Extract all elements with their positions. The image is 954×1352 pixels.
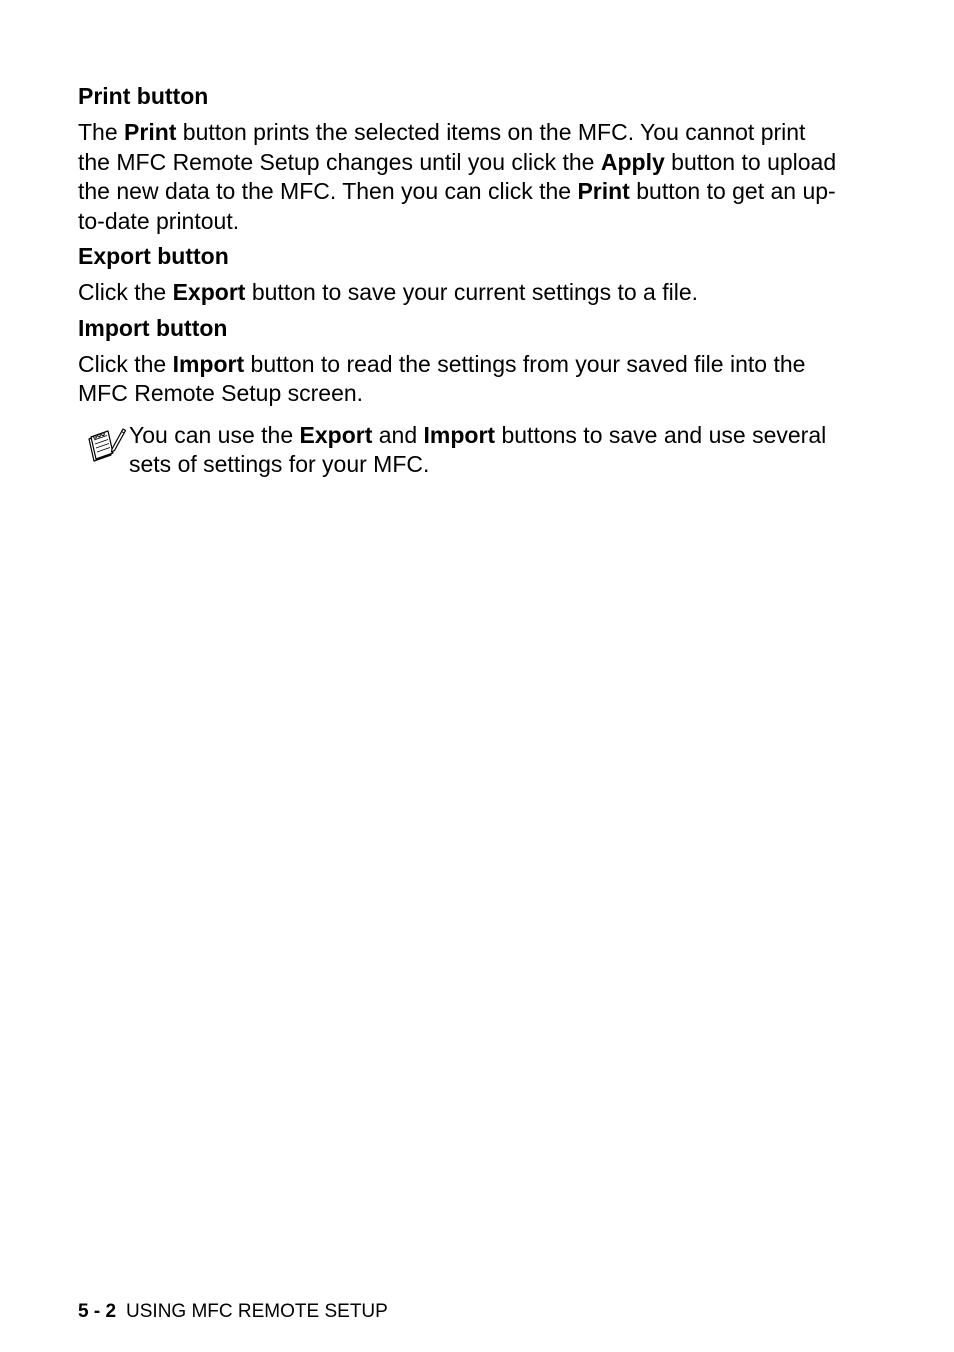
text-run: You can use the — [129, 421, 300, 448]
note-box — [78, 421, 838, 480]
section-paragraph — [78, 278, 838, 308]
bold-term: Print — [124, 119, 177, 145]
document-page — [78, 82, 838, 480]
bold-term: Export — [299, 421, 373, 448]
bold-term: Export — [172, 279, 246, 305]
text-run: and — [372, 421, 424, 448]
note-pad-icon — [86, 425, 126, 465]
text-run: button to save your current settings to a file. — [245, 279, 699, 305]
page-number: 5 - 2 — [78, 1301, 117, 1322]
section-heading: Import button — [78, 314, 228, 341]
text-run: Click the — [78, 279, 173, 305]
bold-term: Apply — [600, 148, 665, 175]
text-run: Click the — [78, 350, 173, 377]
section-heading: Export button — [78, 243, 229, 269]
section-heading: Print button — [78, 83, 209, 109]
text-run: button to upload the new data to the MFC. Then you can click the — [78, 148, 837, 204]
text-run: The — [78, 119, 125, 145]
section-paragraph — [78, 118, 838, 236]
bold-term: Import — [172, 350, 245, 377]
chapter-title: USING MFC REMOTE SETUP — [126, 1301, 388, 1322]
page-footer — [78, 1300, 388, 1324]
section-print-button — [78, 82, 838, 236]
text-run: button to get an up-to-date printout. — [78, 178, 836, 234]
text-run: buttons to save and use several sets of settings for your MFC. — [129, 421, 827, 477]
bold-term: Print — [577, 178, 630, 204]
note-text — [129, 421, 838, 480]
bold-term: Import — [423, 421, 496, 448]
text-run: button prints the selected items on the MFC. You cannot print the MFC Remote Setup changes until you click the — [78, 119, 806, 175]
section-paragraph — [78, 350, 838, 409]
section-export-button — [78, 242, 838, 308]
section-import-button — [78, 314, 838, 409]
text-run: button to read the settings from your saved file into the MFC Remote Setup screen. — [78, 350, 806, 406]
